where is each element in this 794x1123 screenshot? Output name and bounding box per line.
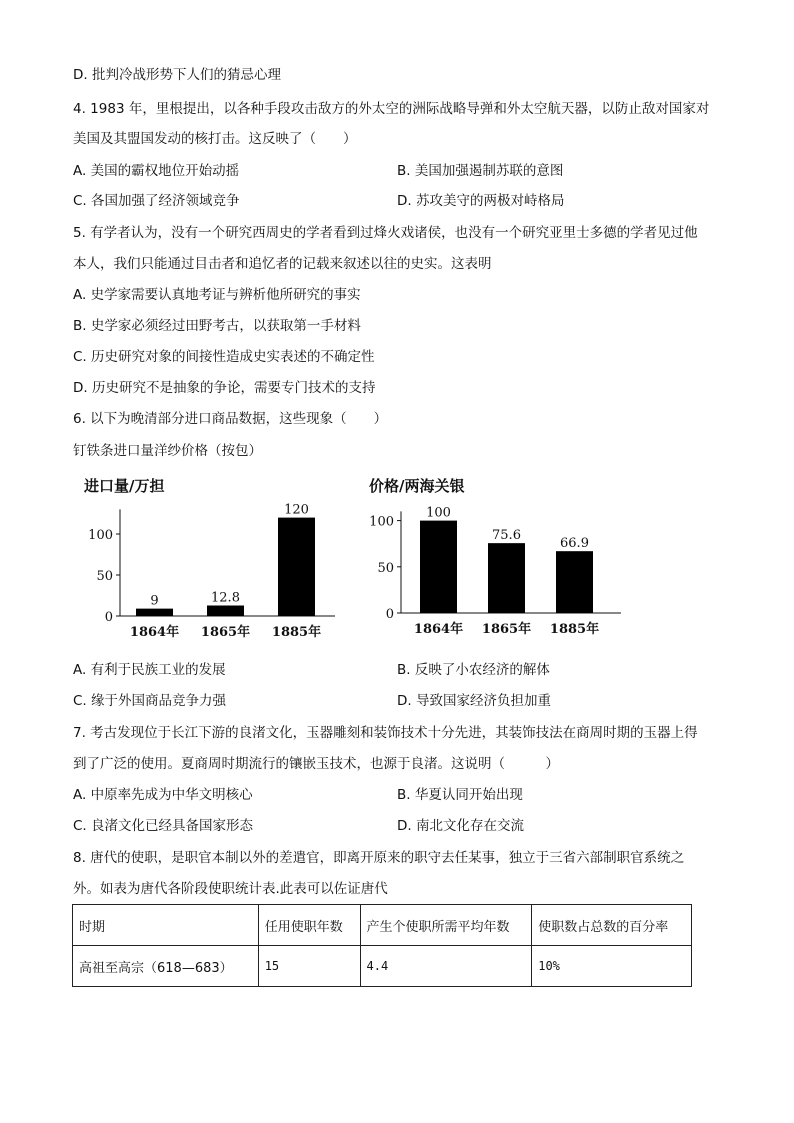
q6-option-b: B. 反映了小农经济的解体 [397, 662, 550, 678]
q7-option-d: D. 南北文化存在交流 [397, 818, 524, 834]
q5-option-a: A. 史学家需要认真地考证与辨析他所研究的事实 [73, 287, 361, 303]
data-label: 12.8 [211, 590, 240, 606]
q7-option-b: B. 华夏认同开始出现 [397, 787, 523, 803]
y-tick-label: 100 [88, 528, 113, 543]
x-tick-label: 1864年 [413, 622, 464, 637]
q4-stem-line-2: 美国及其盟国发动的核打击。这反映了（ ） [73, 131, 357, 147]
data-label: 66.9 [560, 536, 589, 552]
q6-option-a: A. 有利于民族工业的发展 [73, 662, 226, 678]
table-cell: 高祖至高宗（618—683） [73, 946, 259, 987]
q7-stem-line-2: 到了广泛的使用。夏商周时期流行的镶嵌玉技术，也源于良渚。这说明（ ） [73, 756, 559, 772]
q7-option-c: C. 良渚文化已经具备国家形态 [73, 818, 254, 834]
data-label: 120 [284, 502, 309, 518]
table-cell: 15 [258, 946, 360, 987]
chart-title: 价格/两海关银 [369, 477, 465, 495]
table-cell: 4.4 [360, 946, 532, 987]
q5-stem-line-1: 5. 有学者认为，没有一个研究西周史的学者看到过烽火戏诸侯，也没有一个研究亚里士多德的学者见过他 [73, 225, 698, 241]
table-header-cell: 使职数占总数的百分率 [532, 905, 692, 946]
bar [420, 521, 457, 613]
q4-option-d: D. 苏攻美守的两极对峙格局 [397, 193, 565, 209]
table-cell: 10% [532, 946, 692, 987]
q4-option-c: C. 各国加强了经济领域竞争 [73, 193, 240, 209]
q5-stem-line-2: 本人，我们只能通过目击者和追忆者的记载来叙述以往的史实。这表明 [73, 256, 492, 272]
table-header-cell: 任用使职年数 [258, 905, 360, 946]
chart-title: 进口量/万担 [84, 477, 165, 495]
q5-option-d: D. 历史研究不是抽象的争论，需要专门技术的支持 [73, 380, 376, 396]
yarn-price-chart [365, 470, 630, 650]
bar [488, 543, 525, 613]
y-tick-label: 0 [385, 607, 394, 622]
q8-stem-line-2: 外。如表为唐代各阶段使职统计表.此表可以佐证唐代 [73, 881, 388, 897]
q8-stem-line-1: 8. 唐代的使职，是职官本制以外的差遣官，即离开原来的职守去任某事，独立于三省六部制职官系统之 [73, 850, 685, 866]
y-tick-label: 50 [96, 569, 113, 584]
y-tick-label: 0 [104, 610, 113, 625]
bar [556, 551, 593, 613]
q3-option-d: D. 批判冷战形势下人们的猜忌心理 [73, 67, 281, 83]
q7-option-a: A. 中原率先成为中华文明核心 [73, 787, 253, 803]
x-tick-label: 1865年 [481, 622, 532, 637]
q6-stem: 6. 以下为晚清部分进口商品数据，这些现象（ ） [73, 411, 388, 427]
q5-option-c: C. 历史研究对象的间接性造成史实表述的不确定性 [73, 349, 375, 365]
data-label: 9 [150, 593, 159, 609]
table-header-cell: 产生个使职所需平均年数 [360, 905, 532, 946]
table-row [73, 946, 692, 987]
table-header-row [73, 905, 692, 946]
q4-stem-line-1: 4. 1983 年，里根提出，以各种手段攻击敌方的外太空的洲际战略导弹和外太空航天器，以防止敌对国家对 [73, 101, 710, 117]
y-tick-label: 100 [369, 514, 394, 530]
data-label: 75.6 [492, 528, 521, 544]
x-tick-label: 1865年 [200, 625, 251, 640]
bar [207, 606, 244, 616]
bar [278, 518, 315, 616]
q6-chart-caption: 钉铁条进口量洋纱价格（按包） [73, 443, 262, 459]
table-header-cell: 时期 [73, 905, 259, 946]
q4-option-a: A. 美国的霸权地位开始动摇 [73, 163, 240, 179]
x-tick-label: 1885年 [549, 622, 600, 637]
q7-stem-line-1: 7. 考古发现位于长江下游的良渚文化，玉器雕刻和装饰技术十分先进，其装饰技法在商周时期的玉器上得 [73, 725, 698, 741]
q6-option-c: C. 缘于外国商品竞争力强 [73, 693, 227, 709]
x-tick-label: 1885年 [271, 625, 322, 640]
tang-envoy-stats-table [72, 904, 692, 987]
q6-option-d: D. 导致国家经济负担加重 [397, 693, 551, 709]
bar [136, 609, 173, 616]
import-volume-chart [80, 470, 340, 650]
q5-option-b: B. 史学家必须经过田野考古，以获取第一手材料 [73, 318, 361, 334]
y-tick-label: 50 [377, 560, 394, 576]
data-label: 100 [426, 505, 451, 521]
q4-option-b: B. 美国加强遏制苏联的意图 [397, 163, 564, 179]
x-tick-label: 1864年 [129, 625, 180, 640]
